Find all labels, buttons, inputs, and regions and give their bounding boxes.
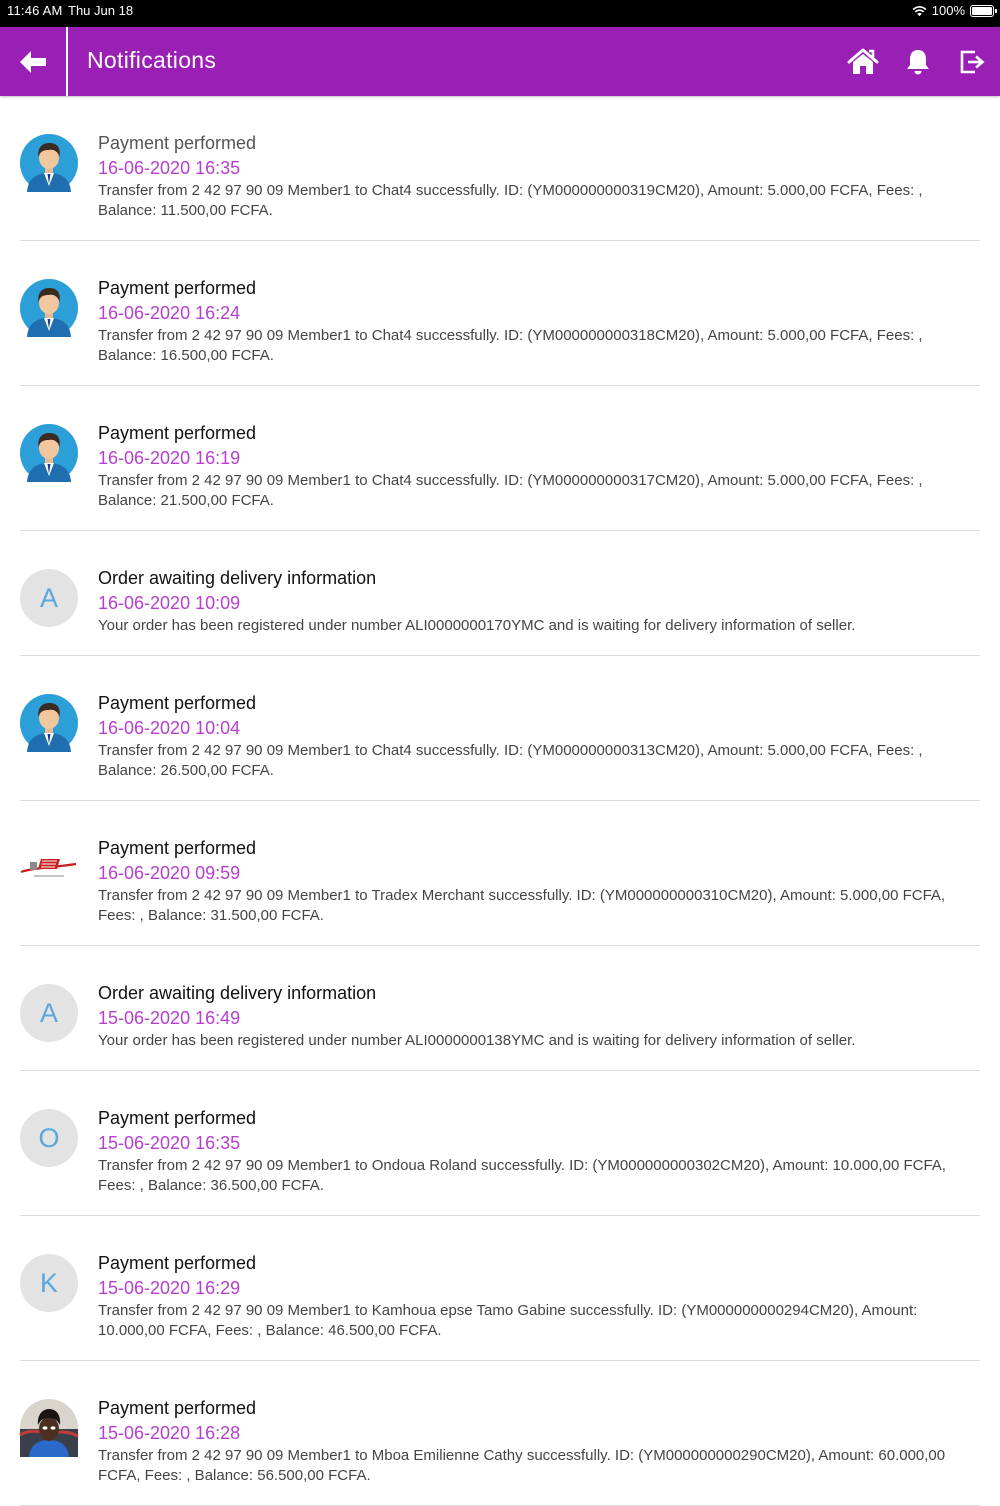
notification-item[interactable] bbox=[20, 1071, 980, 1216]
letter-avatar: K bbox=[20, 1254, 78, 1312]
notification-item[interactable] bbox=[20, 386, 980, 531]
photo-icon bbox=[20, 1399, 78, 1457]
notification-item[interactable] bbox=[20, 801, 980, 946]
notification-description: Transfer from 2 42 97 90 09 Member1 to Chat4 successfully. ID: (YM000000000318CM20), Amount: 5.000,00 FCFA, Fees: , Balance: 16.500,00 FCFA. bbox=[98, 327, 923, 364]
logout-icon bbox=[960, 50, 986, 74]
notification-title: Payment performed bbox=[98, 1253, 257, 1273]
notification-item[interactable] bbox=[20, 1216, 980, 1361]
tradex-logo bbox=[20, 839, 78, 897]
notification-date: 15-06-2020 16:35 bbox=[98, 1133, 241, 1153]
battery-percentage: 100% bbox=[931, 3, 965, 18]
person-icon bbox=[20, 694, 78, 752]
notification-description: Transfer from 2 42 97 90 09 Member1 to Mboa Emilienne Cathy successfully. ID: (YM000000000290CM20), Amount: 60.000,00 FCFA, Fees: , Balance: 56.500,00 FCFA. bbox=[98, 1447, 946, 1484]
status-date: Thu Jun 18 bbox=[68, 3, 134, 18]
home-icon bbox=[848, 49, 878, 75]
notification-date: 16-06-2020 10:04 bbox=[98, 718, 241, 738]
back-button[interactable] bbox=[0, 27, 66, 96]
notification-title: Payment performed bbox=[98, 133, 257, 153]
status-time: 11:46 AM bbox=[7, 3, 63, 18]
notification-title: Payment performed bbox=[98, 693, 257, 713]
battery-icon bbox=[970, 5, 994, 17]
notification-date: 15-06-2020 16:49 bbox=[98, 1008, 241, 1028]
notification-description: Transfer from 2 42 97 90 09 Member1 to Chat4 successfully. ID: (YM000000000313CM20), Amount: 5.000,00 FCFA, Fees: , Balance: 26.500,00 FCFA. bbox=[98, 742, 923, 779]
notification-title: Payment performed bbox=[98, 423, 257, 443]
letter-avatar: A bbox=[20, 984, 78, 1042]
person-icon bbox=[20, 424, 78, 482]
notification-title: Order awaiting delivery information bbox=[98, 983, 377, 1003]
notification-description: Transfer from 2 42 97 90 09 Member1 to Kamhoua epse Tamo Gabine successfully. ID: (YM000000000294CM20), Amount: 10.000,00 FCFA, Fees: , Balance: 46.500,00 FCFA. bbox=[98, 1302, 918, 1339]
notification-title: Payment performed bbox=[98, 278, 257, 298]
notification-item[interactable] bbox=[20, 656, 980, 801]
header-divider bbox=[66, 27, 68, 96]
person-icon bbox=[20, 134, 78, 192]
notification-date: 16-06-2020 09:59 bbox=[98, 863, 241, 883]
notifications-button[interactable] bbox=[893, 27, 943, 96]
notification-date: 15-06-2020 16:28 bbox=[98, 1423, 241, 1443]
notification-list bbox=[20, 96, 980, 1506]
notification-description: Your order has been registered under number ALI0000000170YMC and is waiting for delivery information of seller. bbox=[98, 617, 856, 634]
notification-description: Transfer from 2 42 97 90 09 Member1 to Chat4 successfully. ID: (YM000000000317CM20), Amount: 5.000,00 FCFA, Fees: , Balance: 21.500,00 FCFA. bbox=[98, 472, 923, 509]
arrow-left-icon bbox=[20, 51, 46, 73]
notification-item[interactable] bbox=[20, 946, 980, 1071]
letter-avatar: A bbox=[20, 569, 78, 627]
home-button[interactable] bbox=[838, 27, 888, 96]
notification-item[interactable] bbox=[20, 96, 980, 241]
bell-icon bbox=[906, 49, 930, 75]
notification-item[interactable] bbox=[20, 531, 980, 656]
notification-date: 16-06-2020 16:35 bbox=[98, 158, 241, 178]
notification-item[interactable] bbox=[20, 1361, 980, 1506]
person-icon bbox=[20, 279, 78, 337]
logout-button[interactable] bbox=[948, 27, 998, 96]
notification-date: 16-06-2020 16:19 bbox=[98, 448, 241, 468]
wifi-icon bbox=[912, 5, 927, 17]
notification-item[interactable] bbox=[20, 241, 980, 386]
notification-date: 16-06-2020 10:09 bbox=[98, 593, 241, 613]
notification-description: Transfer from 2 42 97 90 09 Member1 to Tradex Merchant successfully. ID: (YM000000000310CM20), Amount: 5.000,00 FCFA, Fees: , Balance: 31.500,00 FCFA. bbox=[98, 887, 946, 924]
notification-date: 16-06-2020 16:24 bbox=[98, 303, 241, 323]
page-title: Notifications bbox=[87, 47, 217, 73]
notification-date: 15-06-2020 16:29 bbox=[98, 1278, 241, 1298]
app-header bbox=[0, 27, 1000, 96]
notification-title: Order awaiting delivery information bbox=[98, 568, 377, 588]
notification-description: Transfer from 2 42 97 90 09 Member1 to Chat4 successfully. ID: (YM000000000319CM20), Amount: 5.000,00 FCFA, Fees: , Balance: 11.500,00 FCFA. bbox=[98, 182, 923, 219]
status-right bbox=[912, 3, 994, 18]
notification-title: Payment performed bbox=[98, 1108, 257, 1128]
notification-description: Your order has been registered under number ALI0000000138YMC and is waiting for delivery information of seller. bbox=[98, 1032, 856, 1049]
notification-description: Transfer from 2 42 97 90 09 Member1 to Ondoua Roland successfully. ID: (YM000000000302CM20), Amount: 10.000,00 FCFA, Fees: , Balance: 36.500,00 FCFA. bbox=[98, 1157, 946, 1194]
status-bar bbox=[0, 0, 1000, 27]
notification-title: Payment performed bbox=[98, 838, 257, 858]
notification-title: Payment performed bbox=[98, 1398, 257, 1418]
letter-avatar: O bbox=[20, 1109, 78, 1167]
